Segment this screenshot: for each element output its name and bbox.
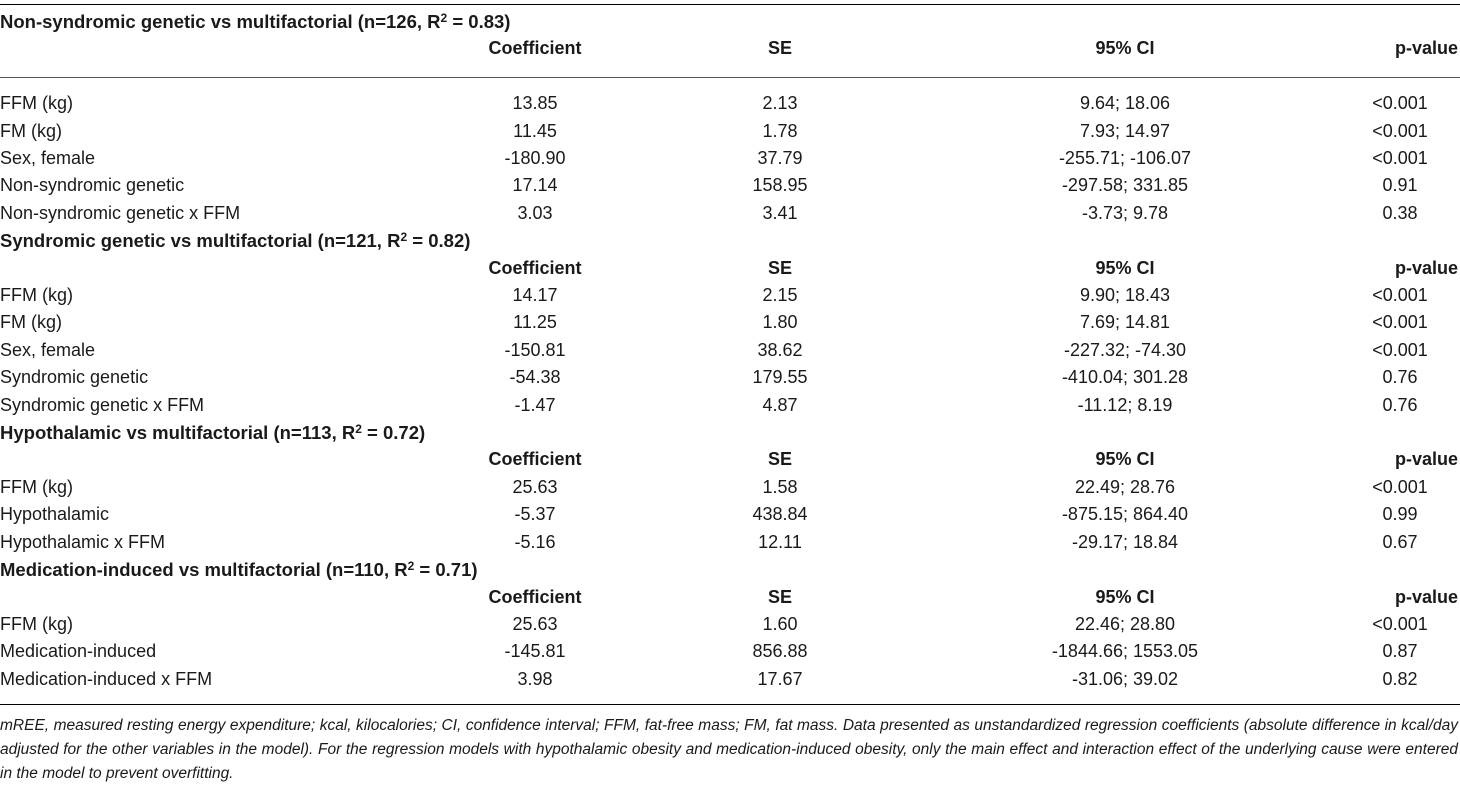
- table-row: [0, 638, 1460, 665]
- top-rule: [0, 4, 1460, 5]
- p-value-cell: 0.82: [1382, 668, 1418, 689]
- header-p-value: p-value: [1394, 449, 1458, 470]
- ci-cell: -227.32; -74.30: [1063, 339, 1187, 360]
- coefficient-cell: 25.63: [512, 613, 558, 634]
- header-se: SE: [767, 586, 792, 607]
- coefficient-cell: 13.85: [512, 93, 558, 114]
- header-blank-cell: [0, 584, 420, 611]
- header-blank-cell: [0, 255, 420, 282]
- row-label: Syndromic genetic: [0, 367, 149, 388]
- table-row: [0, 364, 1460, 391]
- ci-cell: 9.90; 18.43: [1079, 285, 1171, 306]
- r-squared-superscript: 2: [355, 422, 362, 437]
- table-row: [0, 501, 1460, 528]
- table-row: [0, 309, 1460, 336]
- ci-cell: -875.15; 864.40: [1061, 504, 1189, 525]
- section-title-text: Non-syndromic genetic vs multifactorial (n=126, R: [0, 11, 441, 32]
- coefficient-cell: -180.90: [504, 148, 566, 169]
- ci-cell: -31.06; 39.02: [1071, 668, 1179, 689]
- header-p-value: p-value: [1394, 586, 1458, 607]
- header-p-value: p-value: [1394, 257, 1458, 278]
- section-title: [0, 419, 1460, 446]
- row-label: Non-syndromic genetic: [0, 175, 185, 196]
- p-value-cell: <0.001: [1372, 312, 1428, 333]
- section-title: [0, 227, 1460, 254]
- ci-cell: 7.69; 14.81: [1079, 312, 1171, 333]
- header-p-value: p-value: [1394, 38, 1458, 59]
- ci-cell: 22.49; 28.76: [1074, 476, 1176, 497]
- se-cell: 856.88: [752, 641, 808, 662]
- r-squared-superscript: 2: [440, 11, 448, 25]
- header-se: SE: [767, 257, 792, 278]
- section-title: [0, 8, 1460, 35]
- header-ci: 95% CI: [1095, 38, 1155, 59]
- ci-cell: -297.58; 331.85: [1061, 175, 1189, 196]
- row-label: Hypothalamic: [0, 504, 110, 525]
- section-title-row: [0, 556, 1460, 583]
- se-cell: 179.55: [752, 367, 808, 388]
- row-label: Hypothalamic x FFM: [0, 531, 166, 552]
- coefficient-cell: -5.37: [514, 504, 556, 525]
- table-row: [0, 172, 1460, 199]
- ci-cell: -410.04; 301.28: [1061, 367, 1189, 388]
- table-row: [0, 337, 1460, 364]
- p-value-cell: 0.76: [1382, 367, 1418, 388]
- header-coefficient: Coefficient: [488, 38, 582, 59]
- regression-table: [0, 8, 1460, 693]
- row-label: FM (kg): [0, 120, 62, 141]
- row-label: Medication-induced: [0, 641, 157, 662]
- se-cell: 4.87: [762, 394, 798, 415]
- p-value-cell: <0.001: [1372, 476, 1428, 497]
- p-value-cell: 0.87: [1382, 641, 1418, 662]
- coefficient-cell: -54.38: [509, 367, 561, 388]
- p-value-cell: 0.38: [1382, 202, 1418, 223]
- section-title-text: Syndromic genetic vs multifactorial (n=121, R: [0, 230, 401, 252]
- p-value-cell: 0.91: [1382, 175, 1418, 196]
- coefficient-cell: -150.81: [504, 339, 566, 360]
- section-title-text: Medication-induced vs multifactorial (n=110, R: [0, 559, 408, 581]
- table-row: [0, 529, 1460, 556]
- header-ci: 95% CI: [1095, 257, 1155, 278]
- p-value-cell: 0.76: [1382, 394, 1418, 415]
- row-label: Sex, female: [0, 148, 96, 169]
- coefficient-cell: 25.63: [512, 476, 558, 497]
- row-label: Medication-induced x FFM: [0, 668, 213, 689]
- ci-cell: -255.71; -106.07: [1058, 148, 1192, 169]
- row-label: Sex, female: [0, 339, 96, 360]
- se-cell: 2.13: [762, 93, 798, 114]
- row-label: Syndromic genetic x FFM: [0, 394, 205, 415]
- column-header-row: [0, 255, 1460, 282]
- ci-cell: -29.17; 18.84: [1071, 531, 1179, 552]
- row-label: FFM (kg): [0, 93, 73, 114]
- section-title-row: [0, 419, 1460, 446]
- section-title-value: = 0.71): [414, 559, 478, 581]
- p-value-cell: <0.001: [1372, 120, 1428, 141]
- section-title-value: = 0.82): [407, 230, 471, 252]
- se-cell: 3.41: [762, 202, 798, 223]
- bottom-rule: [0, 704, 1460, 705]
- se-cell: 1.60: [762, 613, 798, 634]
- p-value-cell: <0.001: [1372, 613, 1428, 634]
- se-cell: 12.11: [758, 531, 802, 552]
- table-row: [0, 474, 1460, 501]
- section-title-value: = 0.83): [447, 11, 511, 32]
- row-label: FM (kg): [0, 312, 62, 333]
- p-value-cell: <0.001: [1372, 93, 1428, 114]
- section-title: [0, 556, 1460, 583]
- coefficient-cell: 3.03: [517, 202, 553, 223]
- table-row: [0, 611, 1460, 638]
- section-title-row: [0, 227, 1460, 254]
- ci-cell: 22.46; 28.80: [1074, 613, 1176, 634]
- se-cell: 158.95: [752, 175, 808, 196]
- table-row: [0, 145, 1460, 172]
- coefficient-cell: -5.16: [514, 531, 556, 552]
- se-cell: 37.79: [757, 148, 803, 169]
- p-value-cell: 0.67: [1382, 531, 1418, 552]
- ci-cell: -1844.66; 1553.05: [1051, 641, 1199, 662]
- header-ci: 95% CI: [1095, 449, 1155, 470]
- header-coefficient: Coefficient: [488, 586, 582, 607]
- column-header-row: [0, 35, 1460, 62]
- row-label: FFM (kg): [0, 613, 73, 634]
- table-row: [0, 118, 1460, 145]
- table-row: [0, 666, 1460, 693]
- table-footnote: mREE, measured resting energy expenditure; kcal, kilocalories; CI, confidence interval; FFM, fat-free mass; FM, fat mass. Data presented as unstandardized regression coefficients (absolute difference in kcal/day adjusted for the other variables in the model). For the regression models with hypothalamic obesity and medication-induced obesity, only the main effect and interaction effect of the underlying cause were entered in the model to prevent overfitting.: [0, 717, 1458, 782]
- ci-cell: -3.73; 9.78: [1081, 202, 1169, 223]
- coefficient-cell: -1.47: [514, 394, 556, 415]
- p-value-cell: <0.001: [1372, 285, 1428, 306]
- header-blank-cell: [0, 446, 420, 473]
- se-cell: 38.62: [757, 339, 803, 360]
- coefficient-cell: 3.98: [517, 668, 553, 689]
- r-squared-superscript: 2: [400, 230, 408, 245]
- table-row: [0, 282, 1460, 309]
- header-coefficient: Coefficient: [488, 257, 582, 278]
- table-row: [0, 392, 1460, 419]
- r-squared-superscript: 2: [407, 559, 415, 574]
- header-rule: [0, 77, 1460, 78]
- p-value-cell: <0.001: [1372, 148, 1428, 169]
- header-blank-cell: [0, 35, 420, 62]
- header-coefficient: Coefficient: [488, 449, 582, 470]
- section-title-text: Hypothalamic vs multifactorial (n=113, R: [0, 422, 356, 444]
- se-cell: 17.67: [757, 668, 803, 689]
- header-se: SE: [767, 449, 792, 470]
- ci-cell: 9.64; 18.06: [1079, 93, 1171, 114]
- column-header-row: [0, 584, 1460, 611]
- coefficient-cell: 14.17: [512, 285, 558, 306]
- row-label: Non-syndromic genetic x FFM: [0, 202, 241, 223]
- p-value-cell: <0.001: [1372, 339, 1428, 360]
- header-ci: 95% CI: [1095, 586, 1155, 607]
- ci-cell: -11.12; 8.19: [1077, 394, 1173, 415]
- coefficient-cell: 11.25: [513, 312, 557, 333]
- coefficient-cell: 17.14: [512, 175, 558, 196]
- se-cell: 438.84: [752, 504, 808, 525]
- column-header-row: [0, 446, 1460, 473]
- se-cell: 1.80: [762, 312, 798, 333]
- table-row: [0, 200, 1460, 227]
- row-label: FFM (kg): [0, 476, 73, 497]
- header-se: SE: [767, 38, 792, 59]
- table-body: [0, 8, 1460, 693]
- coefficient-cell: -145.81: [504, 641, 566, 662]
- section-title-value: = 0.72): [361, 422, 426, 444]
- se-cell: 2.15: [762, 285, 798, 306]
- p-value-cell: 0.99: [1382, 504, 1418, 525]
- table-row: [0, 90, 1460, 117]
- se-cell: 1.78: [762, 120, 798, 141]
- ci-cell: 7.93; 14.97: [1079, 120, 1171, 141]
- se-cell: 1.58: [762, 476, 798, 497]
- row-label: FFM (kg): [0, 285, 73, 306]
- coefficient-cell: 11.45: [513, 120, 557, 141]
- section-title-row: [0, 8, 1460, 35]
